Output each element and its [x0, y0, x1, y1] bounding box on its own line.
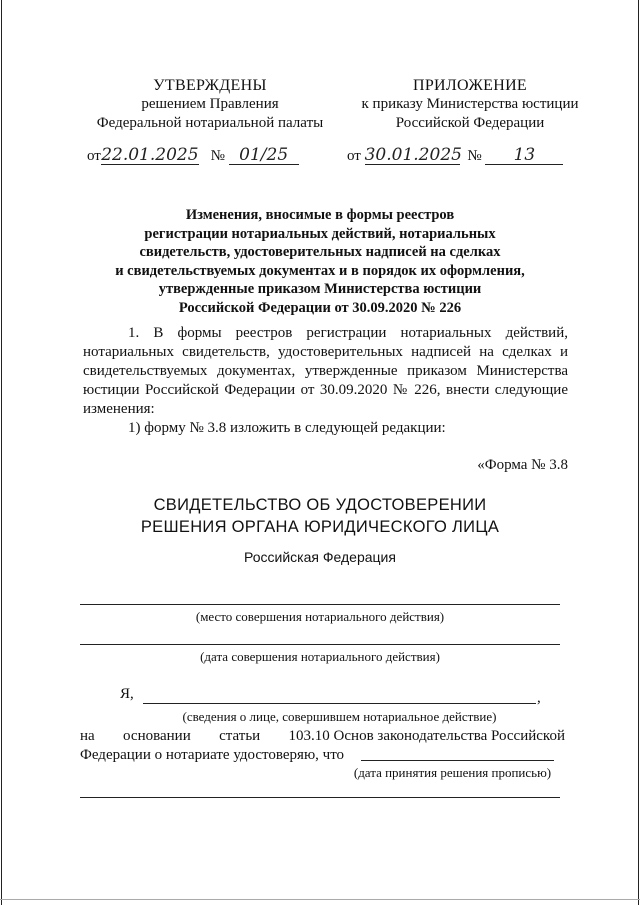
title-line-6: Российской Федерации от 30.09.2020 № 226: [178, 299, 462, 316]
date-caption: (дата совершения нотариального действия): [200, 649, 440, 664]
decision-date-line: [361, 760, 554, 761]
bottom-line: [80, 797, 560, 798]
body-paragraph: [83, 324, 568, 419]
appendix-date-number: [347, 146, 563, 165]
form-number-label: «Форма № 3.8: [477, 457, 568, 473]
ya-label: Я,: [120, 686, 134, 702]
approval-date: 22.01.2025: [101, 145, 199, 165]
form-title-line-2: РЕШЕНИЯ ОРГАНА ЮРИДИЧЕСКОГО ЛИЦА: [140, 518, 500, 536]
title-line-4: и свидетельствуемых документах и в порядок их оформления,: [115, 262, 525, 279]
scan-edge-left: [1, 0, 2, 905]
country-label: Российская Федерация: [244, 549, 396, 565]
title-line-1: Изменения, вносимые в формы реестров: [185, 207, 455, 223]
scan-edge-bottom: [0, 899, 640, 900]
appendix-heading: ПРИЛОЖЕНИЕ: [412, 77, 527, 94]
approval-number-sign: №: [210, 148, 225, 164]
approval-date-number: [87, 146, 299, 165]
paragraph-1: 1. В формы реестров регистрации нотариальных действий, нотариальных свидетельств, удостоверительных надписей на сделках и свидетельствуемых документах, утвержденные приказом Министерства юстиции Российской Федерации от 30.09.2020 № 226, внести следующие изменения:: [83, 325, 568, 417]
place-line: [80, 604, 560, 605]
person-comma: ,: [537, 690, 541, 706]
form-title-line-1: СВИДЕТЕЛЬСТВО ОБ УДОСТОВЕРЕНИИ: [153, 496, 487, 514]
place-caption: (место совершения нотариального действия): [195, 609, 445, 624]
decision-date-caption: (дата принятия решения прописью): [353, 765, 552, 780]
appendix-number-sign: №: [467, 148, 482, 164]
approval-line-2: Федеральной нотариальной палаты: [96, 115, 324, 131]
appendix-line-1: к приказу Министерства юстиции: [361, 96, 579, 112]
approval-heading: УТВЕРЖДЕНЫ: [153, 77, 267, 94]
person-line: [143, 703, 536, 704]
body-item: [83, 419, 568, 438]
basis-line-2: Федерации о нотариате удостоверяю, что: [80, 747, 345, 763]
date-line: [80, 644, 560, 645]
approval-block: [70, 76, 350, 133]
appendix-date-prefix: от: [347, 148, 361, 164]
approval-date-prefix: от: [87, 148, 101, 164]
item-1: 1) форму № 3.8 изложить в следующей редакции:: [128, 420, 446, 436]
approval-number: 01/25: [229, 146, 299, 165]
basis-line-1: на основании статьи 103.10 Основ законодательства Российской: [80, 728, 565, 744]
title-line-2: регистрации нотариальных действий, нотариальных: [144, 225, 496, 242]
document-title: [60, 206, 580, 317]
form-title: [60, 494, 580, 538]
appendix-line-2: Российской Федерации: [395, 115, 545, 131]
scan-edge-right: [638, 0, 639, 905]
approval-line-1: решением Правления: [141, 96, 279, 112]
title-line-5: утвержденные приказом Министерства юстиции: [158, 281, 482, 297]
appendix-number: 13: [485, 146, 563, 165]
appendix-block: [330, 76, 610, 133]
person-caption: (сведения о лице, совершившем нотариальное действие): [182, 709, 497, 724]
title-line-3: свидетельств, удостоверительных надписей на сделках: [139, 244, 501, 260]
appendix-date: 30.01.2025: [364, 145, 462, 165]
